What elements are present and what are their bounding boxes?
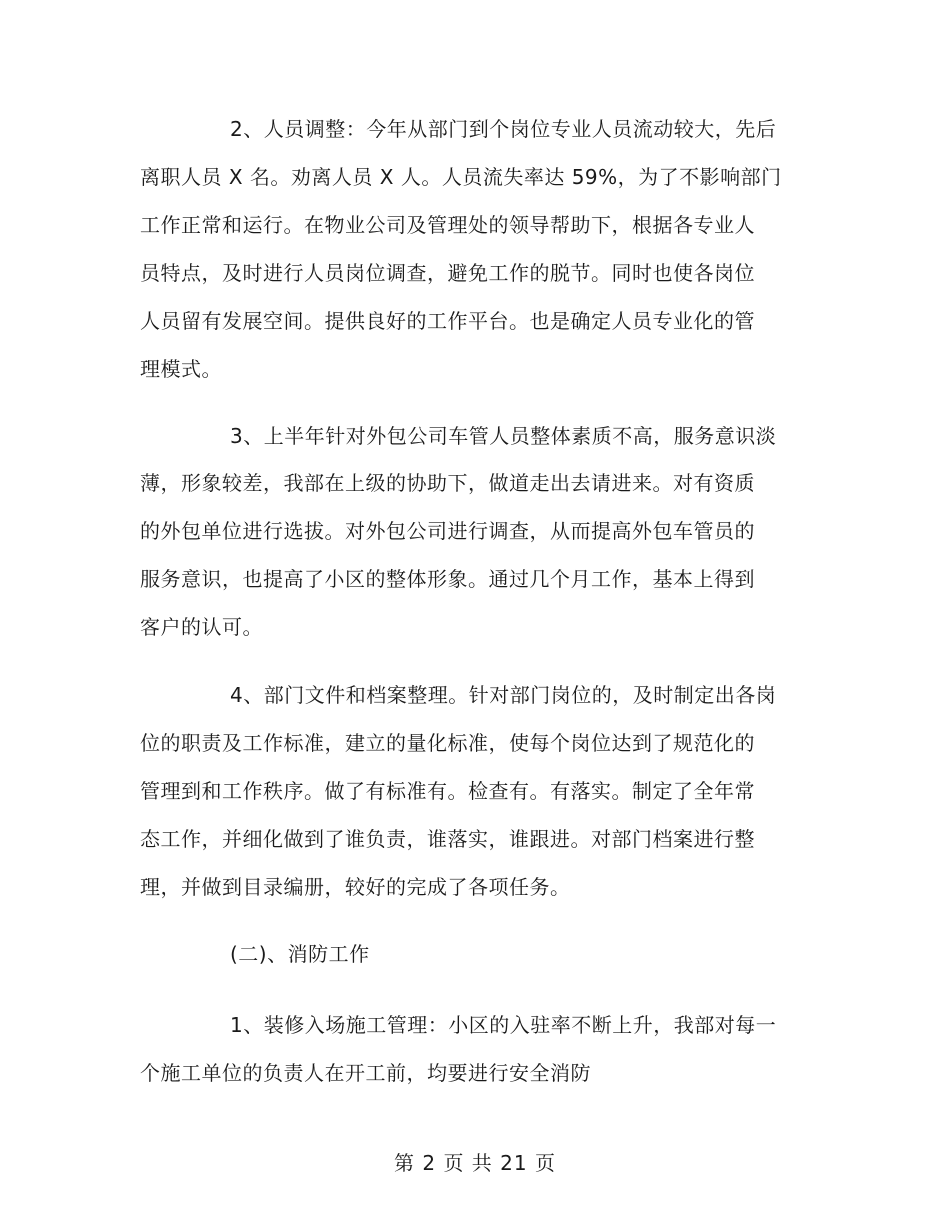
paragraph-1-line-6: 理模式。 — [140, 357, 222, 381]
paragraph-3-line-3: 管理到和工作秩序。做了有标准有。检查有。有落实。制定了全年常 — [140, 779, 755, 803]
paragraph-1-line-2: 离职人员 X 名。劝离人员 X 人。人员流失率达 59%，为了不影响部门 — [140, 165, 782, 189]
paragraph-2-line-1: 3、上半年针对外包公司车管人员整体素质不高，服务意识淡 — [230, 424, 777, 448]
paragraph-4-line-1: 1、装修入场施工管理：小区的入驻率不断上升，我部对每一 — [230, 1013, 777, 1037]
paragraph-1-line-1: 2、人员调整：今年从部门到个岗位专业人员流动较大，先后 — [230, 117, 777, 141]
paragraph-1-line-5: 人员留有发展空间。提供良好的工作平台。也是确定人员专业化的管 — [140, 309, 755, 333]
paragraph-3-line-1: 4、部门文件和档案整理。针对部门岗位的，及时制定出各岗 — [230, 683, 777, 707]
paragraph-2-line-2: 薄，形象较差，我部在上级的协助下，做道走出去请进来。对有资质 — [140, 471, 755, 495]
paragraph-2-line-4: 服务意识，也提高了小区的整体形象。通过几个月工作，基本上得到 — [140, 567, 755, 591]
paragraph-3-line-2: 位的职责及工作标准，建立的量化标准，使每个岗位达到了规范化的 — [140, 731, 755, 755]
paragraph-2-line-3: 的外包单位进行选拔。对外包公司进行调查，从而提高外包车管员的 — [140, 519, 755, 543]
paragraph-1-line-4: 员特点，及时进行人员岗位调查，避免工作的脱节。同时也使各岗位 — [140, 261, 755, 285]
paragraph-4-line-2: 个施工单位的负责人在开工前，均要进行安全消防 — [140, 1061, 591, 1085]
paragraph-2-line-5: 客户的认可。 — [140, 615, 263, 639]
paragraph-3-line-4: 态工作，并细化做到了谁负责，谁落实，谁跟进。对部门档案进行整 — [140, 827, 755, 851]
paragraph-1-line-3: 工作正常和运行。在物业公司及管理处的领导帮助下，根据各专业人 — [140, 213, 755, 237]
page-number-footer: 第 2 页 共 21 页 — [394, 1151, 556, 1175]
section-heading: (二)、消防工作 — [230, 942, 370, 966]
paragraph-3-line-5: 理，并做到目录编册，较好的完成了各项任务。 — [140, 875, 571, 899]
